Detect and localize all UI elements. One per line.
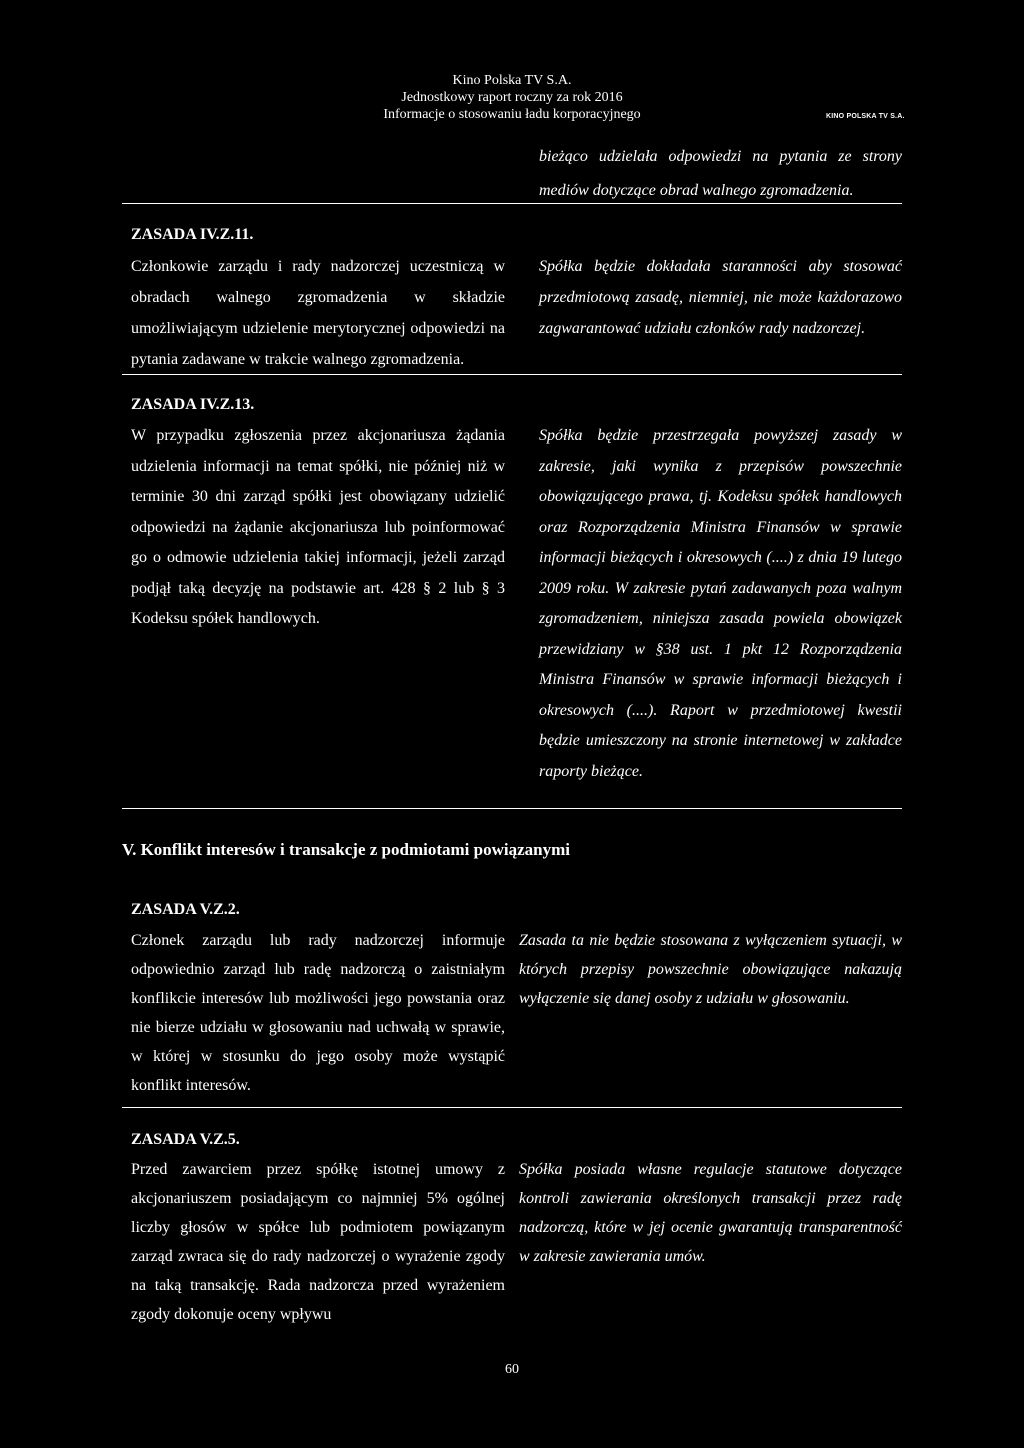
rule-comment: Spółka posiada własne regulacje statutowe dotyczące kontroli zawierania określonych transakcji przez radę nadzorczą, które w jej ocenie gwarantują transparentność w zakresie zawierania umów. bbox=[519, 1161, 902, 1265]
rule-comment: Zasada ta nie będzie stosowana z wyłączeniem sytuacji, w których przepisy powszechnie obowiązujące nakazują wyłączenie się danej osoby z udziału w głosowaniu. bbox=[519, 932, 902, 1007]
rule-heading: ZASADA V.Z.2. bbox=[131, 901, 240, 918]
company-logo: KINO POLSKA TV S.A. bbox=[826, 113, 905, 120]
divider bbox=[122, 808, 902, 809]
rule-heading: ZASADA IV.Z.13. bbox=[131, 396, 255, 413]
continuation-comment: bieżąco udzielała odpowiedzi na pytania ze strony mediów dotyczące obrad walnego zgromadzenia. bbox=[539, 148, 902, 199]
header-company: Kino Polska TV S.A. bbox=[452, 73, 572, 88]
rule-heading: ZASADA V.Z.5. bbox=[131, 1131, 240, 1148]
divider bbox=[122, 1107, 902, 1108]
rule-comment: Spółka będzie dokładała staranności aby stosować przedmiotową zasadę, niemniej, nie może każdorazowo zagwarantować udziału członków rady nadzorczej. bbox=[539, 258, 902, 337]
rule-comment: Spółka będzie przestrzegała powyższej zasady w zakresie, jaki wynika z przepisów powszechnie obowiązującego prawa, tj. Kodeksu spółek handlowych oraz Rozporządzenia Ministra Finansów w sprawie informacji bieżących i okresowych (....) z dnia 19 lutego 2009 roku. W zakresie pytań zadawanych poza walnym zgromadzeniem, niniejsza zasada powiela obowiązek przewidziany w §38 ust. 1 pkt 12 Rozporządzenia Ministra Finansów w sprawie informacji bieżących i okresowych (....). Raport w przedmiotowej kwestii będzie umieszczony na stronie internetowej w zakładce raporty bieżące. bbox=[539, 427, 902, 780]
rule-text: Przed zawarciem przez spółkę istotnej umowy z akcjonariuszem posiadającym co najmniej 5% ogólnej liczby głosów w spółce lub podmiotem powiązanym zarząd zwraca się do rady nadzorczej o wyrażenie zgody na taką transakcję. Rada nadzorcza przed wyrażeniem zgody dokonuje oceny wpływu bbox=[131, 1161, 505, 1323]
rule-text: Członkowie zarządu i rady nadzorczej uczestniczą w obradach walnego zgromadzenia w składzie umożliwiającym udzielenie merytorycznej odpowiedzi na pytania zadawane w trakcie walnego zgromadzenia. bbox=[131, 258, 505, 368]
divider bbox=[122, 203, 902, 204]
section-title: V. Konflikt interesów i transakcje z podmiotami powiązanymi bbox=[122, 840, 570, 859]
rule-text: Członek zarządu lub rady nadzorczej informuje odpowiednio zarząd lub radę nadzorczą o zaistniałym konflikcie interesów lub możliwości jego powstania oraz nie bierze udziału w głosowaniu nad uchwałą w sprawie, w której w stosunku do jego osoby może wystąpić konflikt interesów. bbox=[131, 932, 505, 1094]
rule-heading: ZASADA IV.Z.11. bbox=[131, 226, 254, 243]
divider bbox=[122, 374, 902, 375]
rule-text: W przypadku zgłoszenia przez akcjonariusza żądania udzielenia informacji na temat spółki, nie później niż w terminie 30 dni zarząd spółki jest obowiązany udzielić odpowiedzi na żądanie akcjonariusza lub poinformować go o odmowie udzielenia takiej informacji, jeżeli zarząd podjął taką decyzję na podstawie art. 428 § 2 lub § 3 Kodeksu spółek handlowych. bbox=[131, 427, 505, 627]
header-section: Informacje o stosowaniu ładu korporacyjnego bbox=[383, 107, 641, 122]
page-number: 60 bbox=[505, 1362, 519, 1377]
header-report: Jednostkowy raport roczny za rok 2016 bbox=[401, 90, 623, 105]
